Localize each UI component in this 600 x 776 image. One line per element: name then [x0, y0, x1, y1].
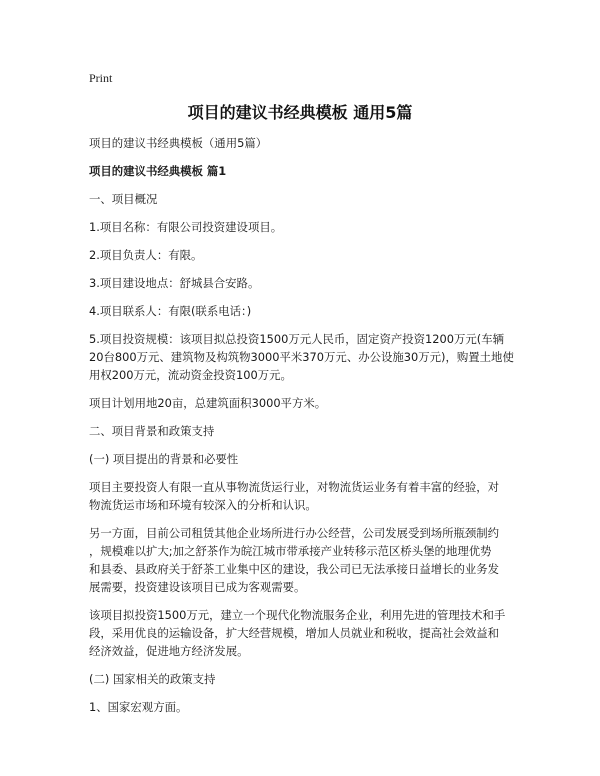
- paragraph-line: (二) 国家相关的政策支持: [89, 672, 216, 686]
- paragraph-line: 项目计划用地20亩，总建筑面积3000平方米。: [89, 396, 327, 410]
- paragraph-background-heading: [89, 422, 519, 440]
- paragraph-line: 该项目拟投资1500万元，建立一个现代化物流服务企业，利用先进的管理技术和手: [89, 608, 506, 622]
- paragraph-line: 展需要，投资建设该项目已成为客观需要。: [89, 580, 306, 594]
- paragraph-line: 5.项目投资规模：该项目拟总投资1500万元人民币，固定资产投资1200万元(车辆: [89, 332, 505, 346]
- paragraph-line: 3.项目建设地点：舒城县合安路。: [89, 276, 260, 290]
- document-subtitle: 项目的建议书经典模板（通用5篇）: [89, 136, 268, 150]
- paragraph-land-area: [89, 394, 519, 412]
- section-heading: 项目的建议书经典模板 篇1: [89, 164, 227, 178]
- paragraph-macro-heading: [89, 698, 519, 716]
- paragraph-line: 20台800万元、建筑物及构筑物3000平米370万元、办公设施30万元)，购置土地使: [89, 350, 514, 364]
- paragraph-line: 1.项目名称：有限公司投资建设项目。: [89, 220, 283, 234]
- paragraph-line: 1、国家宏观方面。: [89, 700, 188, 714]
- paragraph-line: 和县委、县政府关于舒茶工业集中区的建设，我公司已无法承接日益增长的业务发: [89, 562, 500, 576]
- paragraph-sub-heading-2: [89, 670, 519, 688]
- document-body: [89, 134, 519, 726]
- paragraph-sub-heading-1: [89, 450, 519, 468]
- paragraph-line: 物流货运市场和环境有较深入的分析和认识。: [89, 498, 317, 512]
- document-title: 项目的建议书经典模板 通用5篇: [187, 103, 413, 122]
- paragraph-line: ，规模难以扩大;加之舒茶作为皖江城市带承接产业转移示范区桥头堡的地理优势: [89, 544, 492, 558]
- print-label[interactable]: Print: [89, 71, 113, 85]
- paragraph-item-3: [89, 274, 519, 292]
- paragraph-para-investor: [89, 478, 519, 514]
- paragraph-item-2: [89, 246, 519, 264]
- paragraph-para-other-side: [89, 524, 519, 596]
- paragraph-line: 一、项目概况: [89, 192, 158, 206]
- paragraph-item-4: [89, 302, 519, 320]
- paragraph-line: 段，采用优良的运输设备，扩大经营规模，增加人员就业和税收，提高社会效益和: [89, 626, 500, 640]
- paragraph-line: 用权200万元，流动资金投资100万元。: [89, 368, 292, 382]
- paragraph-overview-heading: [89, 190, 519, 208]
- paragraph-line: 另一方面，目前公司租赁其他企业场所进行办公经营，公司发展受到场所瓶颈制约: [89, 526, 500, 540]
- paragraph-line: (一) 项目提出的背景和必要性: [89, 452, 239, 466]
- paragraph-line: 2.项目负责人：有限。: [89, 248, 203, 262]
- paragraph-line: 二、项目背景和政策支持: [89, 424, 215, 438]
- paragraph-line: 项目主要投资人有限一直从事物流货运行业，对物流货运业务有着丰富的经验，对: [89, 480, 500, 494]
- paragraph-item-1: [89, 218, 519, 236]
- paragraph-line: 经济效益，促进地方经济发展。: [89, 644, 249, 658]
- paragraph-line: 4.项目联系人：有限(联系电话：): [89, 304, 252, 318]
- paragraph-item-5: [89, 330, 519, 384]
- paragraph-list: [89, 190, 519, 716]
- paragraph-para-plan: [89, 606, 519, 660]
